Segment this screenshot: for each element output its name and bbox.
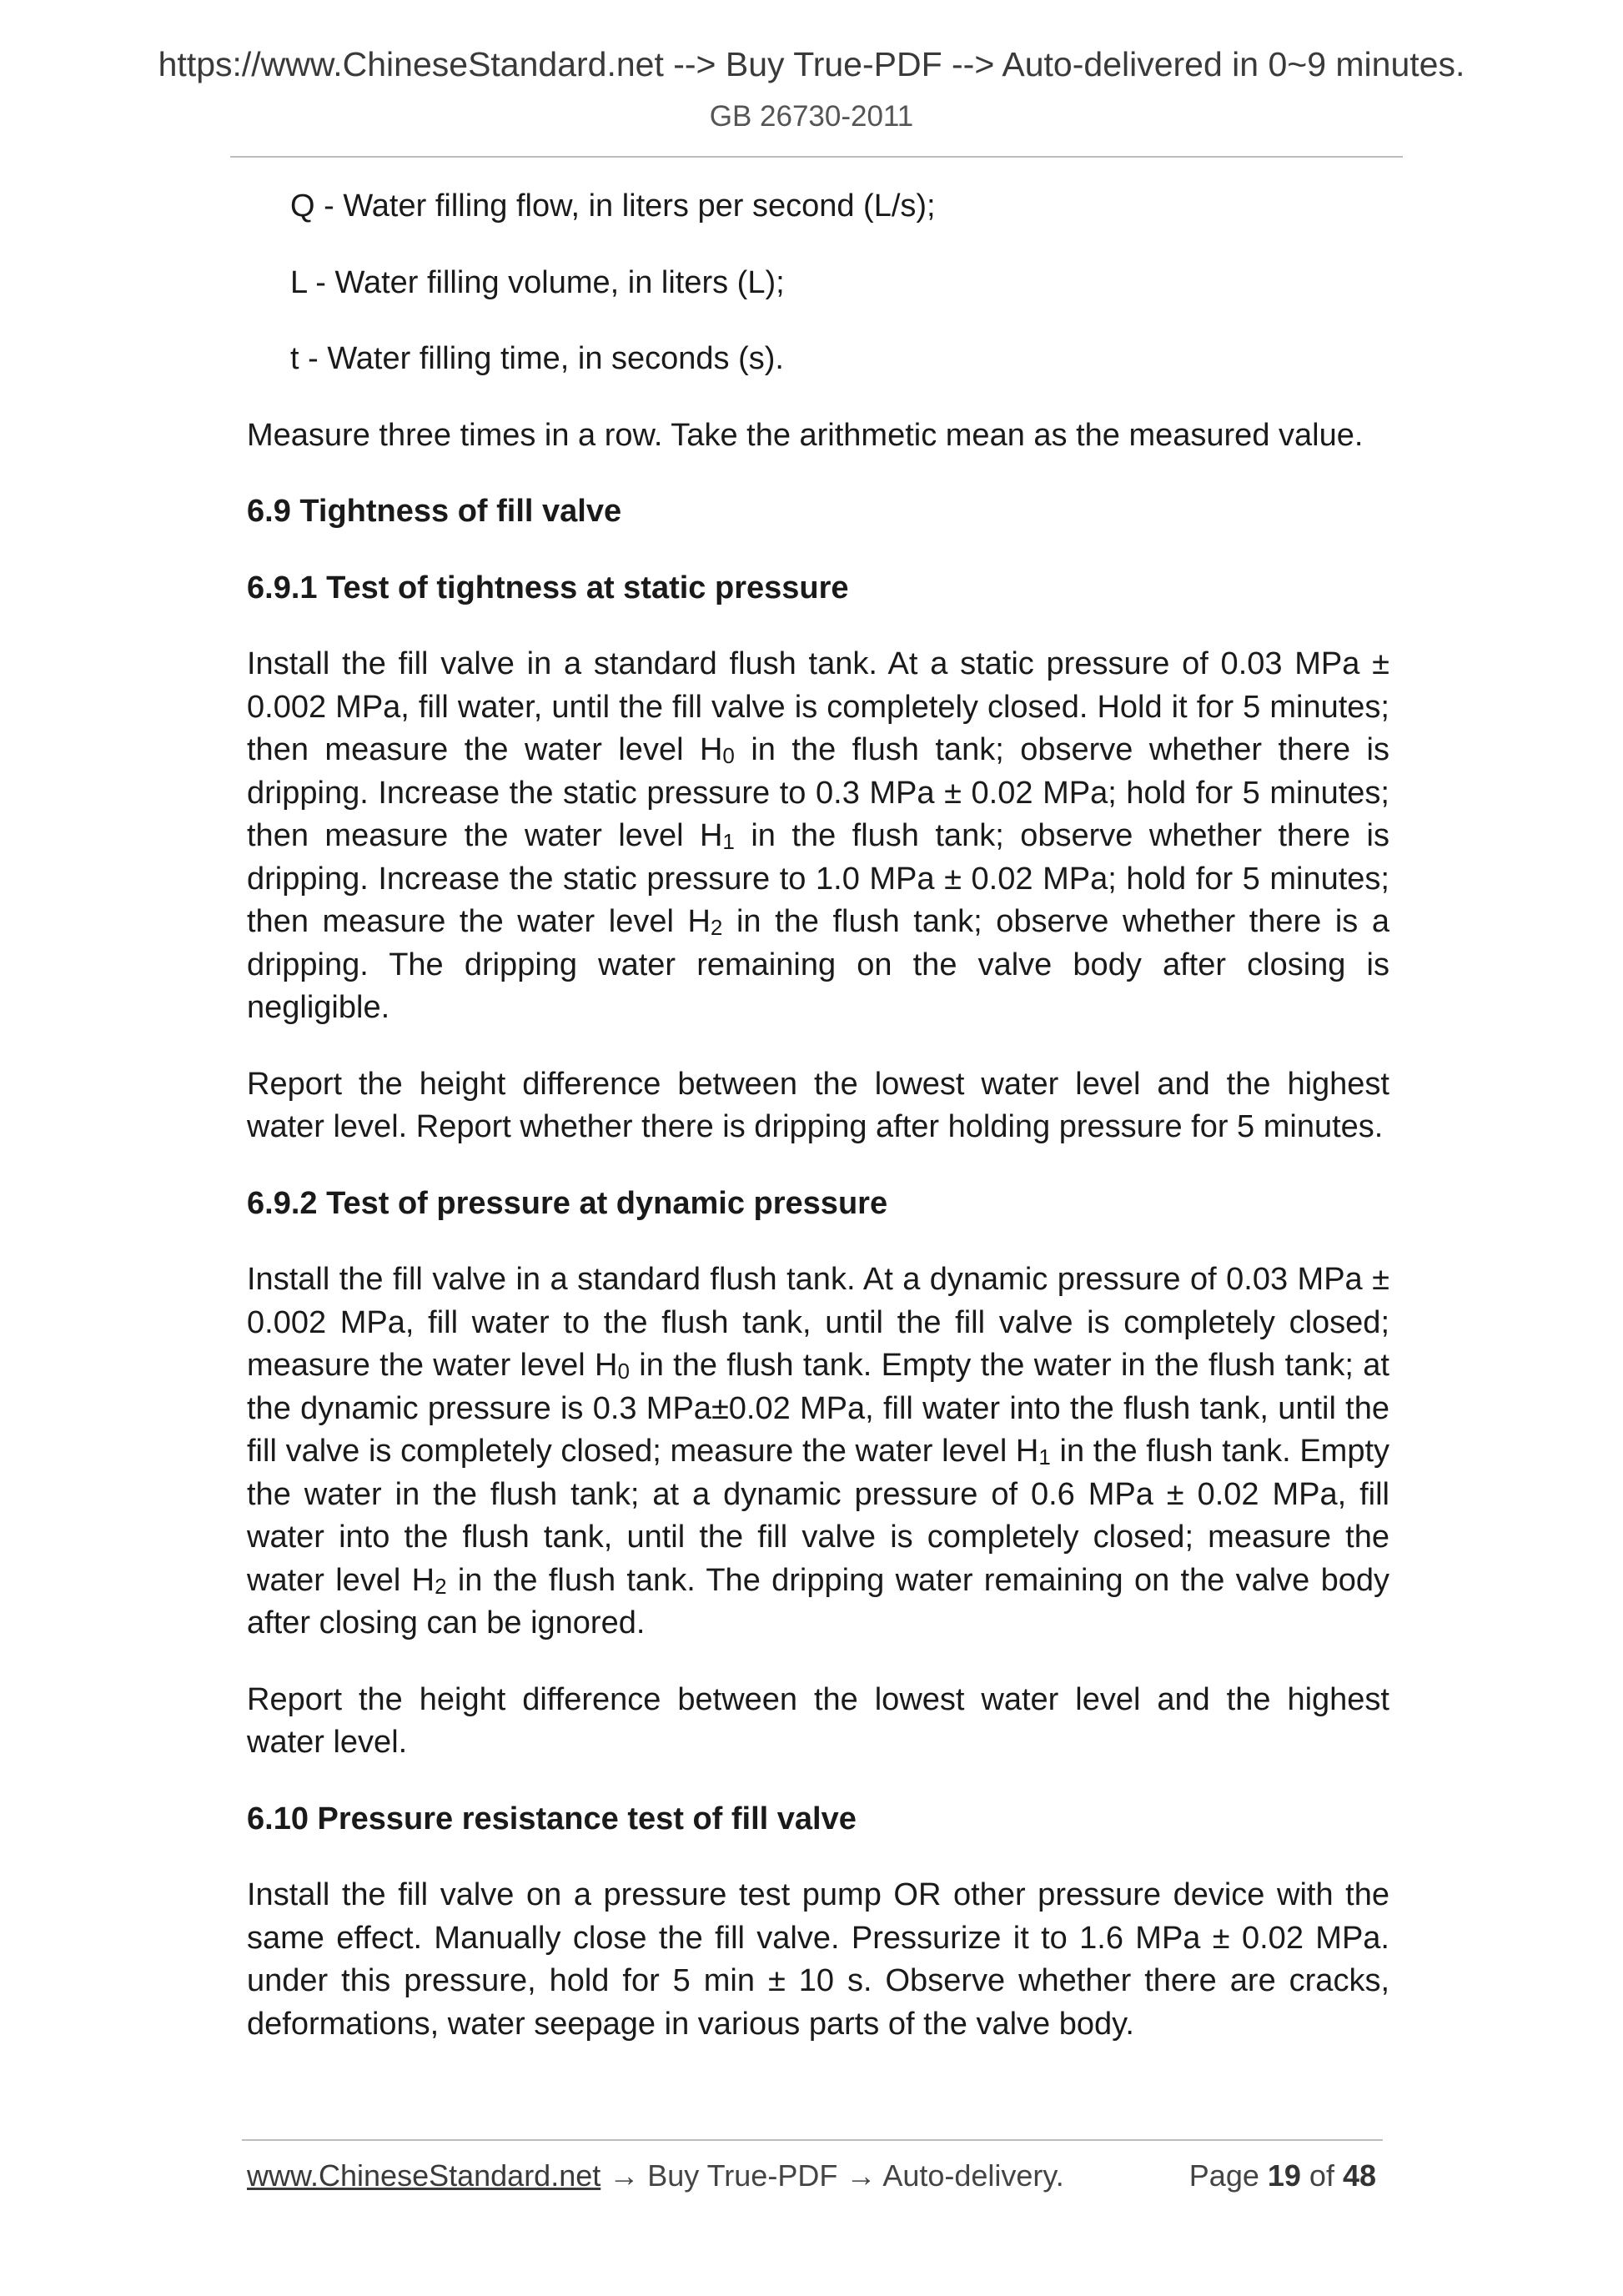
footer-website-link[interactable]: www.ChineseStandard.net [247, 2158, 601, 2193]
dynamic-pressure-paragraph [247, 1259, 1389, 1645]
text-run: Install the fill valve in a standard flush tank. At a static pressure of 0.03 MPa ± 0.002 MPa, fill water, until the fill valve is completely closed. Hold it for 5 minutes; then measure the water level H [247, 646, 1389, 767]
subscript: 0 [617, 1359, 630, 1384]
text-run: in the flush tank; observe whether there is dripping. Increase the static pressure to 0.3 MPa ± 0.02 MPa; hold for 5 minutes; then measure the water level H [247, 732, 1390, 853]
pressure-resistance-paragraph: Install the fill valve on a pressure test pump OR other pressure device with the same effect. Manually close the fill valve. Pressurize it to 1.6 MPa ± 0.02 MPa. under this pressure, hold for 5 min ± 10 s. Observe whether there are cracks, deformations, water seepage in various parts of the valve body. [247, 1877, 1389, 2042]
definition-l: L - Water filling volume, in liters (L); [290, 264, 785, 300]
page-number: 19 [1267, 2158, 1301, 2193]
subscript: 2 [435, 1573, 447, 1599]
static-pressure-paragraph [247, 643, 1389, 1030]
text-run: in the flush tank; observe whether there is dripping. Increase the static pressure to 1.0 MPa ± 0.02 MPa; hold for 5 minutes; then measure the water level H [247, 818, 1390, 939]
measure-paragraph: Measure three times in a row. Take the arithmetic mean as the measured value. [247, 417, 1364, 453]
page-of-label: of [1300, 2158, 1343, 2193]
page-label: Page [1188, 2158, 1268, 2193]
heading-6-10: 6.10 Pressure resistance test of fill valve [247, 1801, 857, 1836]
footer-divider [242, 2139, 1383, 2141]
text-run: in the flush tank; observe whether there is a dripping. The dripping water remaining on the valve body after closing is negligible. [247, 904, 1389, 1025]
definition-t: t - Water filling time, in seconds (s). [290, 341, 784, 376]
standard-number: GB 26730-2011 [709, 100, 914, 133]
subscript: 1 [1038, 1444, 1051, 1470]
heading-6-9: 6.9 Tightness of fill valve [247, 494, 622, 529]
subscript: 1 [722, 829, 735, 854]
subscript: 0 [722, 743, 735, 768]
footer-left [247, 2158, 1064, 2193]
subscript: 2 [710, 915, 723, 940]
page-indicator [1189, 2158, 1376, 2193]
report-paragraph-1: Report the height difference between the lowest water level and the highest water level. Report whether there is dripping after holding pressure for 5 minutes. [247, 1066, 1389, 1144]
text-run: in the flush tank. The dripping water remaining on the valve body after closing can be ignored. [247, 1562, 1390, 1640]
text-run: Install the fill valve in a standard flush tank. At a dynamic pressure of 0.03 MPa ± 0.002 MPa, fill water to the flush tank, until the fill valve is completely closed; measure the water level H [247, 1262, 1389, 1383]
heading-6-9-1: 6.9.1 Test of tightness at static pressure [247, 570, 849, 605]
footer-tagline: → Buy True-PDF → Auto-delivery. [600, 2158, 1064, 2193]
report-paragraph-2: Report the height difference between the lowest water level and the highest water level. [247, 1681, 1389, 1760]
document-body [247, 185, 1389, 2079]
text-run: in the flush tank. Empty the water in the flush tank; at the dynamic pressure is 0.3 MPa±0.02 MPa, fill water into the flush tank, until the fill valve is completely closed; measure the water level H [247, 1348, 1389, 1469]
definition-q: Q - Water filling flow, in liters per second (L/s); [290, 188, 936, 224]
header-url-line: https://www.ChineseStandard.net --> Buy True-PDF --> Auto-delivered in 0~9 minutes. [158, 45, 1465, 83]
heading-6-9-2: 6.9.2 Test of pressure at dynamic pressure [247, 1185, 888, 1221]
header-divider [230, 156, 1403, 158]
page-total: 48 [1342, 2158, 1376, 2193]
text-run: in the flush tank. Empty the water in the flush tank; at a dynamic pressure of 0.6 MPa ± 0.02 MPa, fill water into the flush tank, until the fill valve is completely closed; measure the water level H [247, 1434, 1390, 1598]
